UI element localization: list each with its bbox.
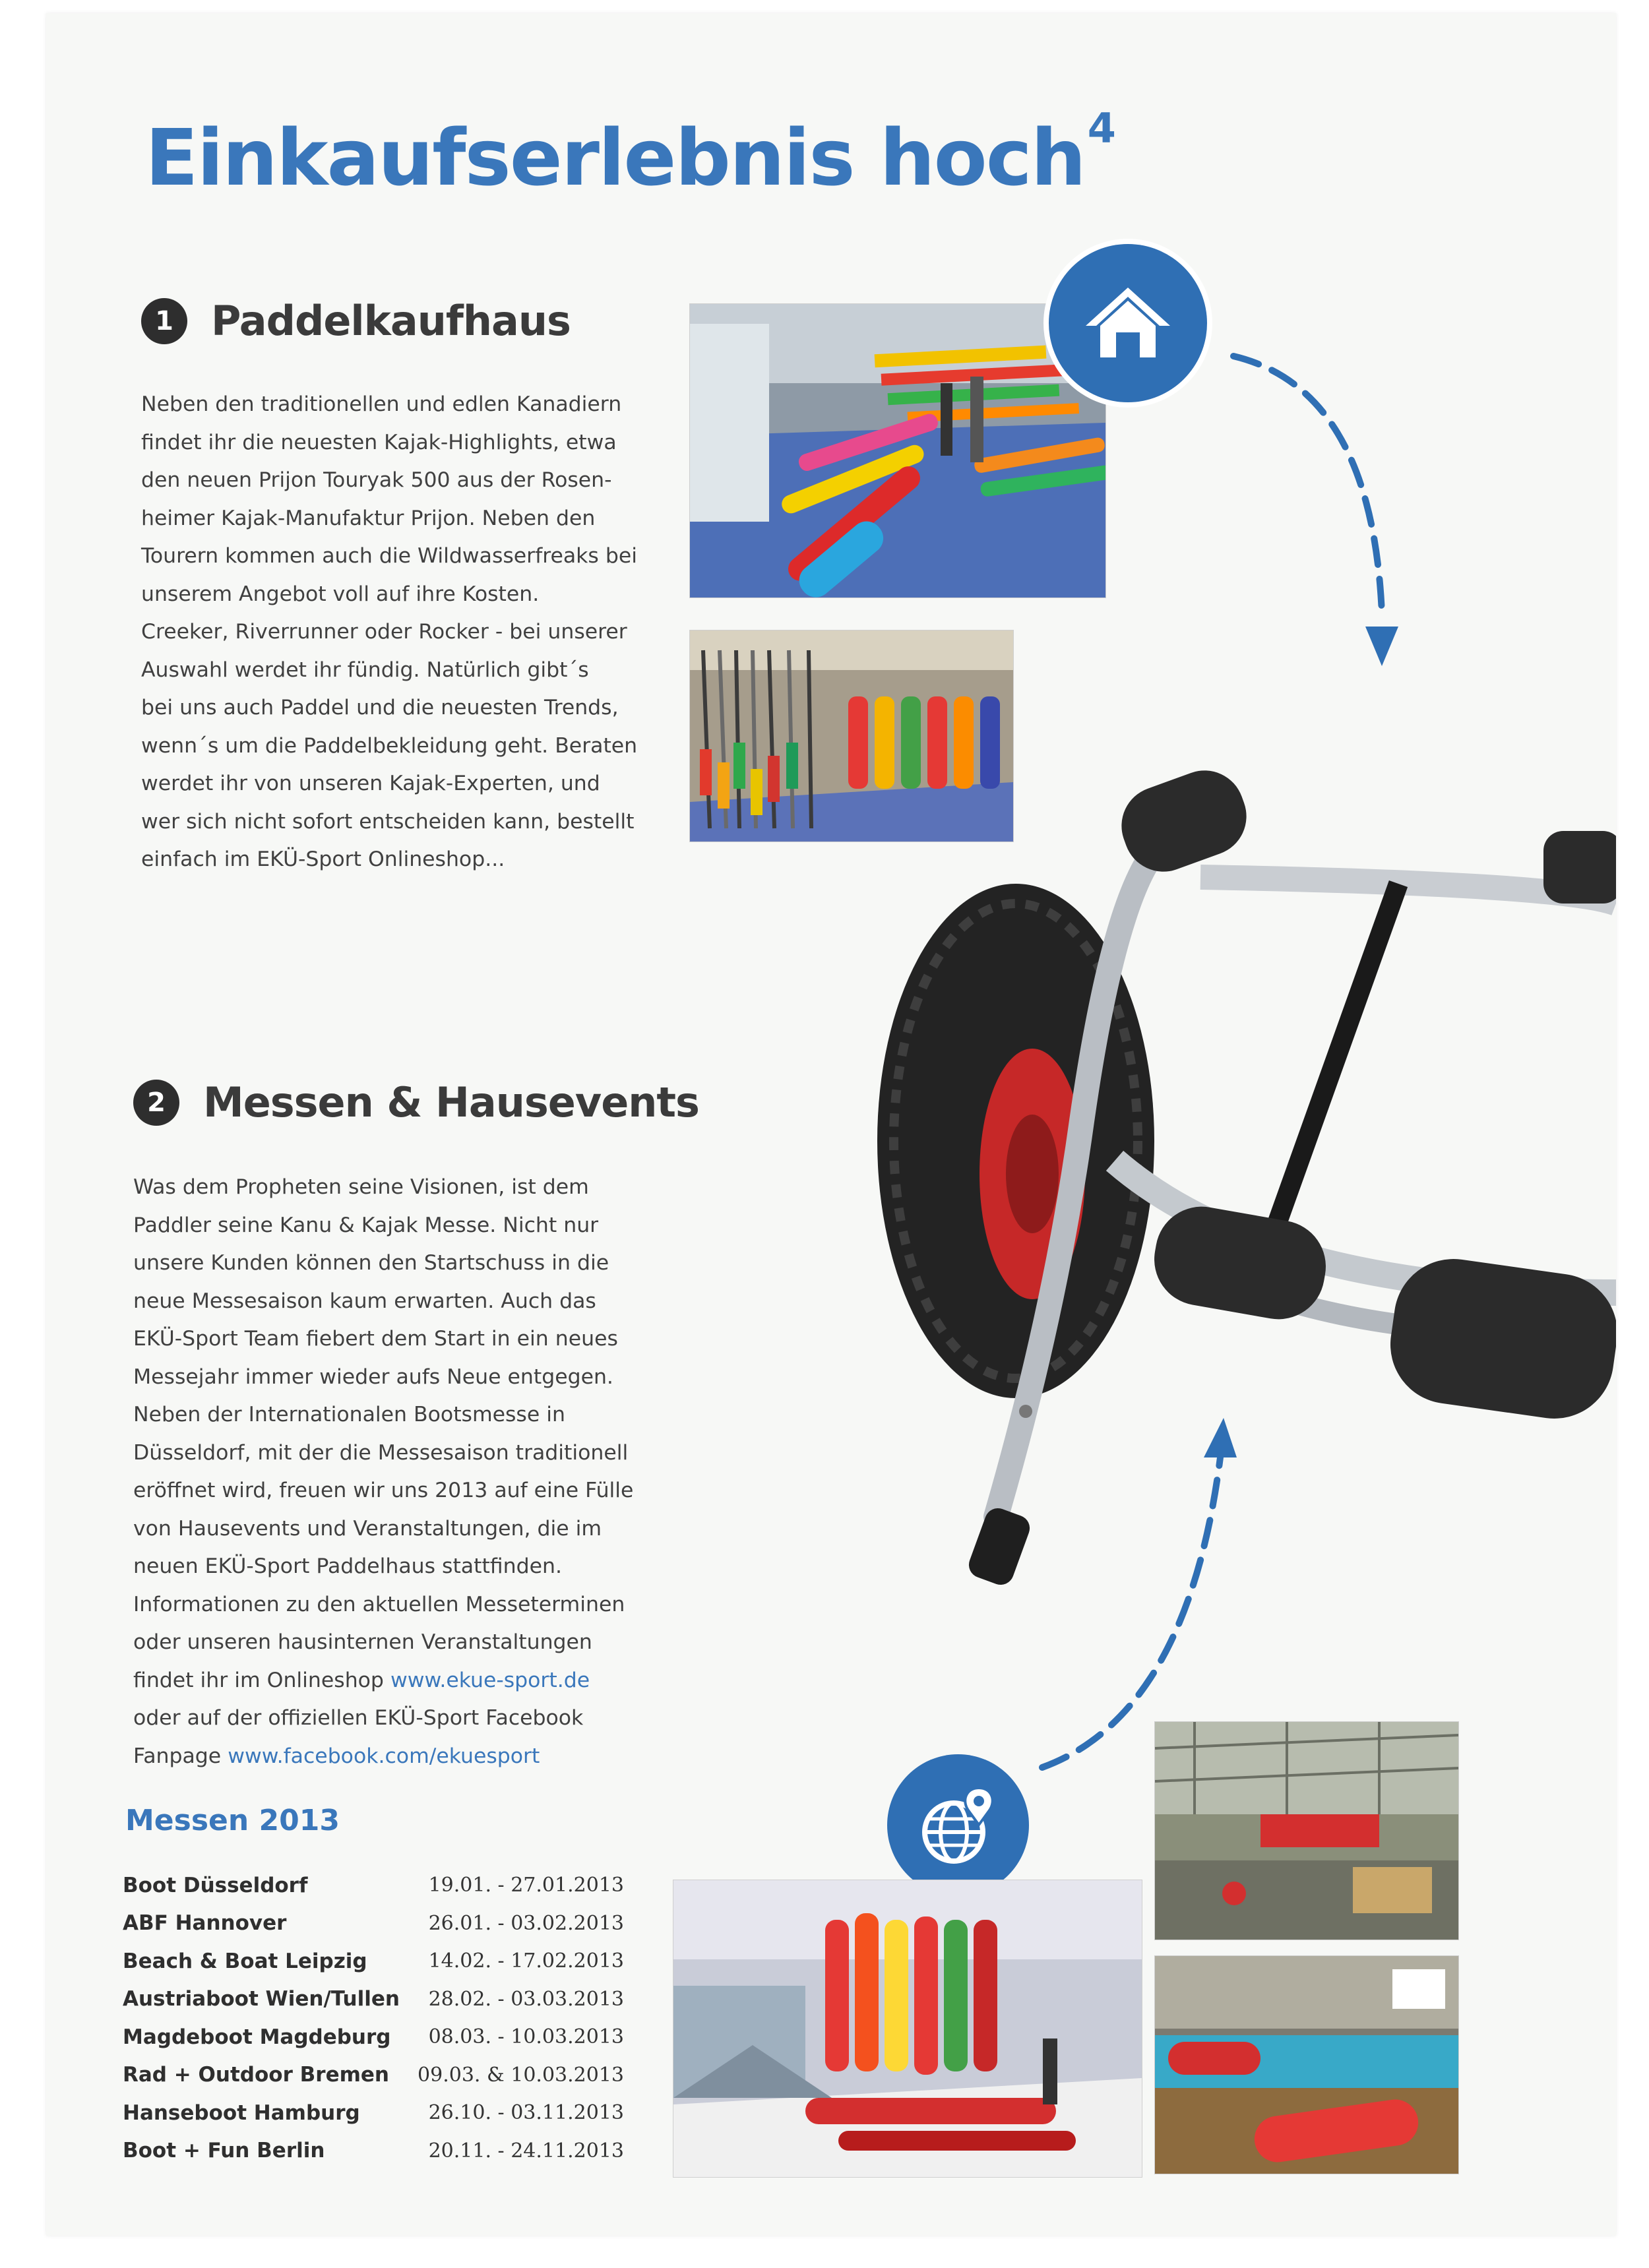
facebook-link[interactable]: www.facebook.com/ekuesport	[228, 1744, 540, 1768]
list-item	[123, 1980, 624, 2019]
text-line: neue Messesaison kaum erwarten. Auch das	[133, 1289, 596, 1313]
text-line: Was dem Propheten seine Visionen, ist dem	[133, 1175, 589, 1199]
messe-date: 08.03. - 10.03.2013	[428, 2025, 624, 2049]
messe-date: 09.03. & 10.03.2013	[418, 2063, 624, 2087]
brochure-page	[46, 13, 1616, 2236]
list-item	[123, 1942, 624, 1980]
photo-kayak-store-graphic	[690, 304, 1105, 598]
messe-name: ABF Hannover	[123, 1911, 287, 1936]
list-item	[123, 1866, 624, 1905]
photo-fair-stand	[673, 1880, 1142, 2178]
text-line-fanpage	[133, 1738, 633, 1776]
messe-name: Rad + Outdoor Bremen	[123, 2063, 389, 2087]
text-line: EKÜ-Sport Team fiebert dem Start in ein neues	[133, 1327, 618, 1351]
text-line: wer sich nicht sofort entscheiden kann, bestellt	[141, 809, 635, 834]
photo-fair-stand-graphic	[673, 1880, 1142, 2177]
messen-list	[123, 1866, 624, 2170]
list-item	[123, 2132, 624, 2170]
text-line: Creeker, Riverrunner oder Rocker - bei unserer	[141, 620, 627, 644]
photo-fair-hall-graphic	[1155, 1722, 1458, 1940]
section2-heading	[133, 1078, 699, 1126]
text-line: von Hausevents und Veranstaltungen, die im	[133, 1516, 602, 1541]
section1-heading	[141, 297, 571, 345]
photo-fair-hall	[1154, 1721, 1459, 1940]
messe-name: Boot + Fun Berlin	[123, 2139, 325, 2163]
dashed-arrow-down-icon	[1220, 330, 1445, 686]
text-line: Neben den traditionellen und edlen Kanadiern	[141, 392, 622, 416]
messe-name: Hanseboot Hamburg	[123, 2100, 360, 2125]
section2-title: Messen & Hausevents	[203, 1078, 699, 1126]
text-line: oder unseren hausinternen Veranstaltungen	[133, 1630, 592, 1654]
messe-name: Magdeboot Magdeburg	[123, 2025, 391, 2049]
text-line: wenn´s um die Paddelbekleidung geht. Beraten	[141, 733, 638, 758]
photo-fair-pool-graphic	[1155, 1956, 1458, 2174]
section2-body	[133, 1169, 633, 1775]
messe-name: Boot Düsseldorf	[123, 1873, 308, 1897]
photo-fair-pool	[1154, 1955, 1459, 2174]
shop-link[interactable]: www.ekue-sport.de	[390, 1668, 590, 1692]
text-line-shop	[133, 1662, 633, 1700]
messe-date: 19.01. - 27.01.2013	[428, 1874, 624, 1897]
messe-date: 26.01. - 03.02.2013	[428, 1911, 624, 1935]
house-icon	[1082, 284, 1174, 363]
text-line: werdet ihr von unseren Kajak-Experten, und	[141, 772, 600, 795]
section2-number-badge: 2	[133, 1080, 179, 1126]
text-line: Düsseldorf, mit der die Messesaison traditionell	[133, 1440, 629, 1465]
text-line: unsere Kunden können den Startschuss in die	[133, 1251, 609, 1275]
text-line: oder auf der offiziellen EKÜ-Sport Facebook	[133, 1706, 584, 1730]
page-title-text: Einkaufserlebnis hoch	[145, 112, 1085, 203]
messe-date: 20.11. - 24.11.2013	[428, 2139, 624, 2162]
messe-date: 26.10. - 03.11.2013	[428, 2101, 624, 2125]
messe-date: 14.02. - 17.02.2013	[428, 1949, 624, 1973]
messe-name: Beach & Boat Leipzig	[123, 1949, 367, 1973]
text-line: Auswahl werdet ihr fündig. Natürlich gibt´s	[141, 658, 589, 682]
text-line: Neben der Internationalen Bootsmesse in	[133, 1403, 565, 1426]
messe-name: Austriaboot Wien/Tullen	[123, 1987, 400, 2011]
list-item	[123, 2094, 624, 2132]
messe-date: 28.02. - 03.03.2013	[428, 1987, 624, 2011]
text-line: bei uns auch Paddel und die neuesten Trends,	[141, 696, 619, 720]
page-title-superscript: 4	[1087, 104, 1115, 152]
list-item	[123, 2018, 624, 2056]
text-line: Paddler seine Kanu & Kajak Messe. Nicht nur	[133, 1213, 599, 1237]
photo-kayak-store	[689, 303, 1106, 598]
page-title	[145, 104, 1115, 203]
text-line: Tourern kommen auch die Wildwasserfreaks bei	[141, 544, 637, 568]
text-line: Messejahr immer wieder aufs Neue entgegen.	[133, 1364, 613, 1389]
text-fragment: findet ihr im Onlineshop	[133, 1668, 390, 1692]
messen-title: Messen 2013	[125, 1804, 340, 1837]
section1-title: Paddelkaufhaus	[211, 297, 571, 345]
text-line: eröffnet wird, freuen wir uns 2013 auf eine Fülle	[133, 1479, 634, 1502]
text-line: findet ihr die neuesten Kajak-Highlights, etwa	[141, 430, 617, 454]
house-icon-circle	[1049, 244, 1207, 402]
text-line: Informationen zu den aktuellen Messeterminen	[133, 1592, 625, 1616]
text-line: einfach im EKÜ-Sport Onlineshop...	[141, 847, 505, 871]
section1-number-badge: 1	[141, 298, 187, 344]
text-line: neuen EKÜ-Sport Paddelhaus stattfinden.	[133, 1554, 562, 1578]
text-fragment: Fanpage	[133, 1744, 228, 1768]
list-item	[123, 2056, 624, 2095]
text-line: den neuen Prijon Touryak 500 aus der Rosen-	[141, 468, 612, 492]
section1-body	[141, 386, 637, 879]
globe-icon-circle	[887, 1754, 1029, 1896]
text-line: unserem Angebot voll auf ihre Kosten.	[141, 582, 540, 606]
list-item	[123, 1905, 624, 1943]
globe-location-icon	[916, 1783, 1001, 1868]
text-line: heimer Kajak-Manufaktur Prijon. Neben den	[141, 506, 596, 530]
